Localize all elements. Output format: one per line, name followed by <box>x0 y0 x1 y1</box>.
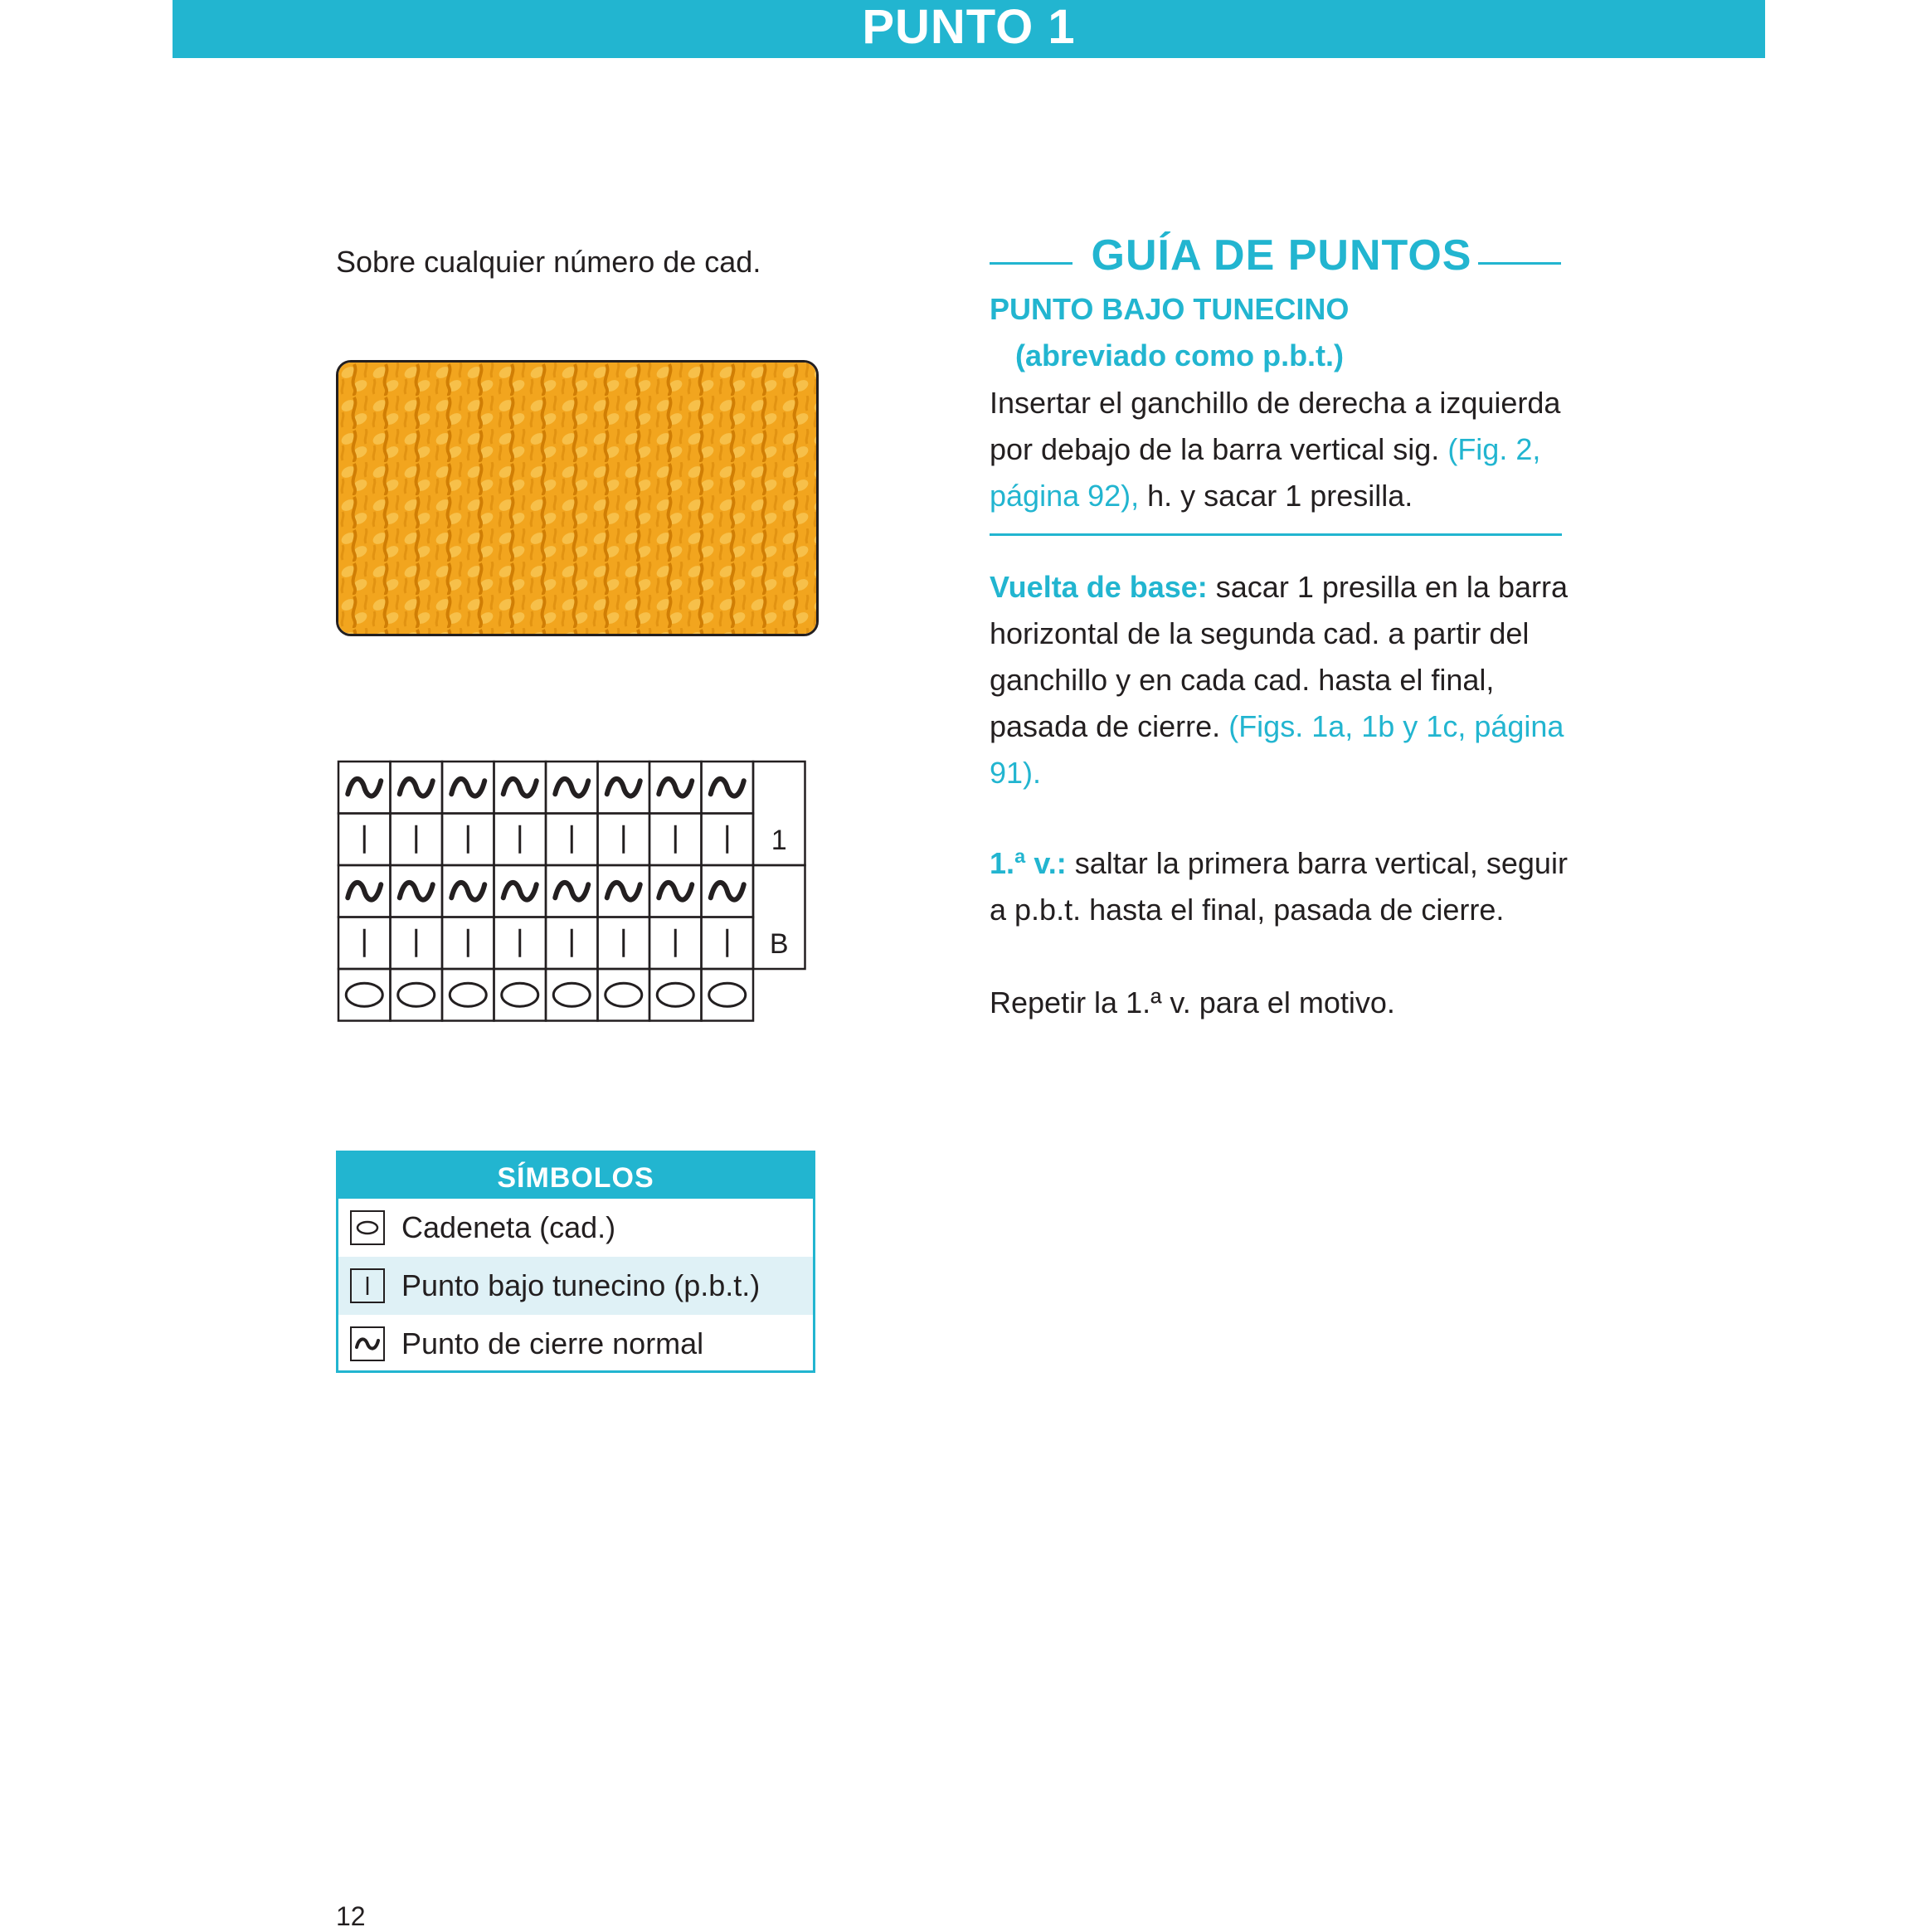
base-row-reference: (Figs. 1a, 1b y 1c, página 91). <box>990 709 1564 790</box>
tilde-symbol <box>555 779 588 796</box>
chain-oval-icon <box>350 1210 385 1245</box>
guide-title: GUÍA DE PUNTOS <box>1091 231 1472 280</box>
legend-item-pbt <box>338 1257 813 1315</box>
repeat-instruction: Repetir la 1.ª v. para el motivo. <box>990 985 1395 1020</box>
tilde-symbol <box>555 883 588 900</box>
stitch-abbreviation: (abreviado como p.b.t.) <box>1015 338 1345 372</box>
row-label: B <box>769 927 789 960</box>
title-rule-right <box>1478 262 1561 265</box>
tilde-symbol <box>348 779 381 796</box>
legend-label: Punto de cierre normal <box>401 1326 704 1360</box>
legend-title: SÍMBOLOS <box>338 1153 813 1199</box>
tilde-symbol <box>659 883 692 900</box>
tilde-symbol <box>400 883 433 900</box>
chain-oval-symbol <box>346 983 382 1006</box>
header-bar <box>173 0 1765 58</box>
title-rule-left <box>990 262 1073 265</box>
symbols-legend <box>336 1151 815 1373</box>
stitch-name: PUNTO BAJO TUNECINO <box>990 292 1350 326</box>
tilde-symbol <box>348 883 381 900</box>
tilde-icon <box>350 1326 385 1361</box>
row-label: 1 <box>771 824 787 856</box>
chain-oval-symbol <box>502 983 538 1006</box>
stitch-chart <box>338 762 820 1027</box>
tilde-symbol <box>607 779 640 796</box>
page-number: 12 <box>336 1901 366 1931</box>
row1-label: 1.ª v.: <box>990 846 1067 880</box>
legend-label: Cadeneta (cad.) <box>401 1210 616 1244</box>
chain-oval-symbol <box>398 983 435 1006</box>
chain-oval-symbol <box>657 983 693 1006</box>
tilde-symbol <box>451 779 484 796</box>
chain-oval-symbol <box>709 983 746 1006</box>
vertical-bar-icon <box>350 1268 385 1303</box>
section-divider <box>990 533 1562 536</box>
chain-oval-symbol <box>553 983 590 1006</box>
tilde-symbol <box>400 779 433 796</box>
tilde-symbol <box>711 883 744 900</box>
tilde-symbol <box>607 883 640 900</box>
tilde-symbol <box>503 883 537 900</box>
row1-instruction <box>990 840 1587 933</box>
tilde-symbol <box>451 883 484 900</box>
legend-item-cierre <box>338 1315 813 1373</box>
legend-label: Punto bajo tunecino (p.b.t.) <box>401 1268 761 1302</box>
legend-item-cadeneta <box>338 1199 813 1257</box>
chain-oval-symbol <box>450 983 486 1006</box>
tilde-symbol <box>711 779 744 796</box>
tilde-symbol <box>659 779 692 796</box>
stitch-description <box>990 380 1587 519</box>
figure-reference: (Fig. 2, página 92), <box>990 432 1541 513</box>
base-row-text: sacar 1 presilla en la barra horizontal de la segunda cad. a partir del ganchillo y en cada cad. hasta el final, pasada de cierre. <box>990 570 1568 743</box>
description-text: Insertar el ganchillo de derecha a izquierda por debajo de la barra vertical sig. <box>990 386 1561 466</box>
base-row-label: Vuelta de base: <box>990 570 1208 604</box>
intro-text: Sobre cualquier número de cad. <box>336 245 761 279</box>
base-row-instruction <box>990 564 1587 796</box>
page-title: PUNTO 1 <box>862 0 1076 54</box>
chain-oval-symbol <box>606 983 642 1006</box>
row1-text: saltar la primera barra vertical, seguir a p.b.t. hasta el final, pasada de cierre. <box>990 846 1568 927</box>
tilde-symbol <box>503 779 537 796</box>
swatch-photo <box>336 360 819 636</box>
description-end: h. y sacar 1 presilla. <box>1147 479 1413 513</box>
